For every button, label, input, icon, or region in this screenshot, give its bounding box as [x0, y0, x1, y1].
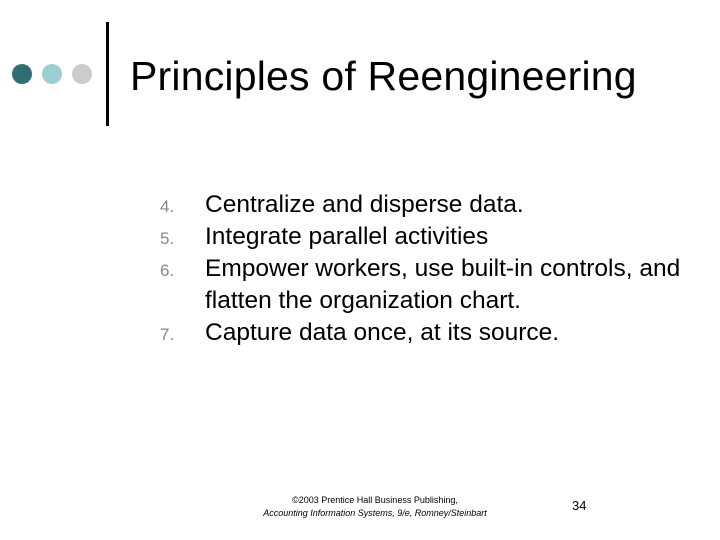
list-item-number: 6. [160, 261, 175, 280]
list-item [160, 317, 700, 349]
list-item [160, 253, 700, 317]
list-item-number: 5. [160, 229, 175, 248]
footer-authors: 9/e, Romney/Steinbart [394, 508, 487, 518]
list-item-number: 4. [160, 197, 175, 216]
list-item [160, 221, 700, 253]
list-item [160, 189, 700, 221]
decorative-dot-light-blue [42, 64, 62, 84]
page-number: 34 [572, 498, 587, 513]
list-item-text: Centralize and disperse data. [205, 191, 524, 218]
footer-credit-line-2 [240, 507, 510, 520]
principles-list [160, 189, 700, 349]
list-item-text: Empower workers, use built-in controls, and flatten the organization chart. [205, 255, 681, 314]
title-divider [106, 22, 109, 126]
list-item-number: 7. [160, 325, 175, 344]
decorative-dot-gray [72, 64, 92, 84]
footer-credit [240, 494, 510, 520]
footer-book-title: Accounting Information Systems, [263, 508, 395, 518]
decorative-dot-dark [12, 64, 32, 84]
footer-credit-line-1: ©2003 Prentice Hall Business Publishing, [292, 495, 458, 505]
list-item-text: Capture data once, at its source. [205, 319, 560, 346]
list-item-text: Integrate parallel activities [205, 223, 489, 250]
slide-title: Principles of Reengineering [130, 53, 637, 99]
